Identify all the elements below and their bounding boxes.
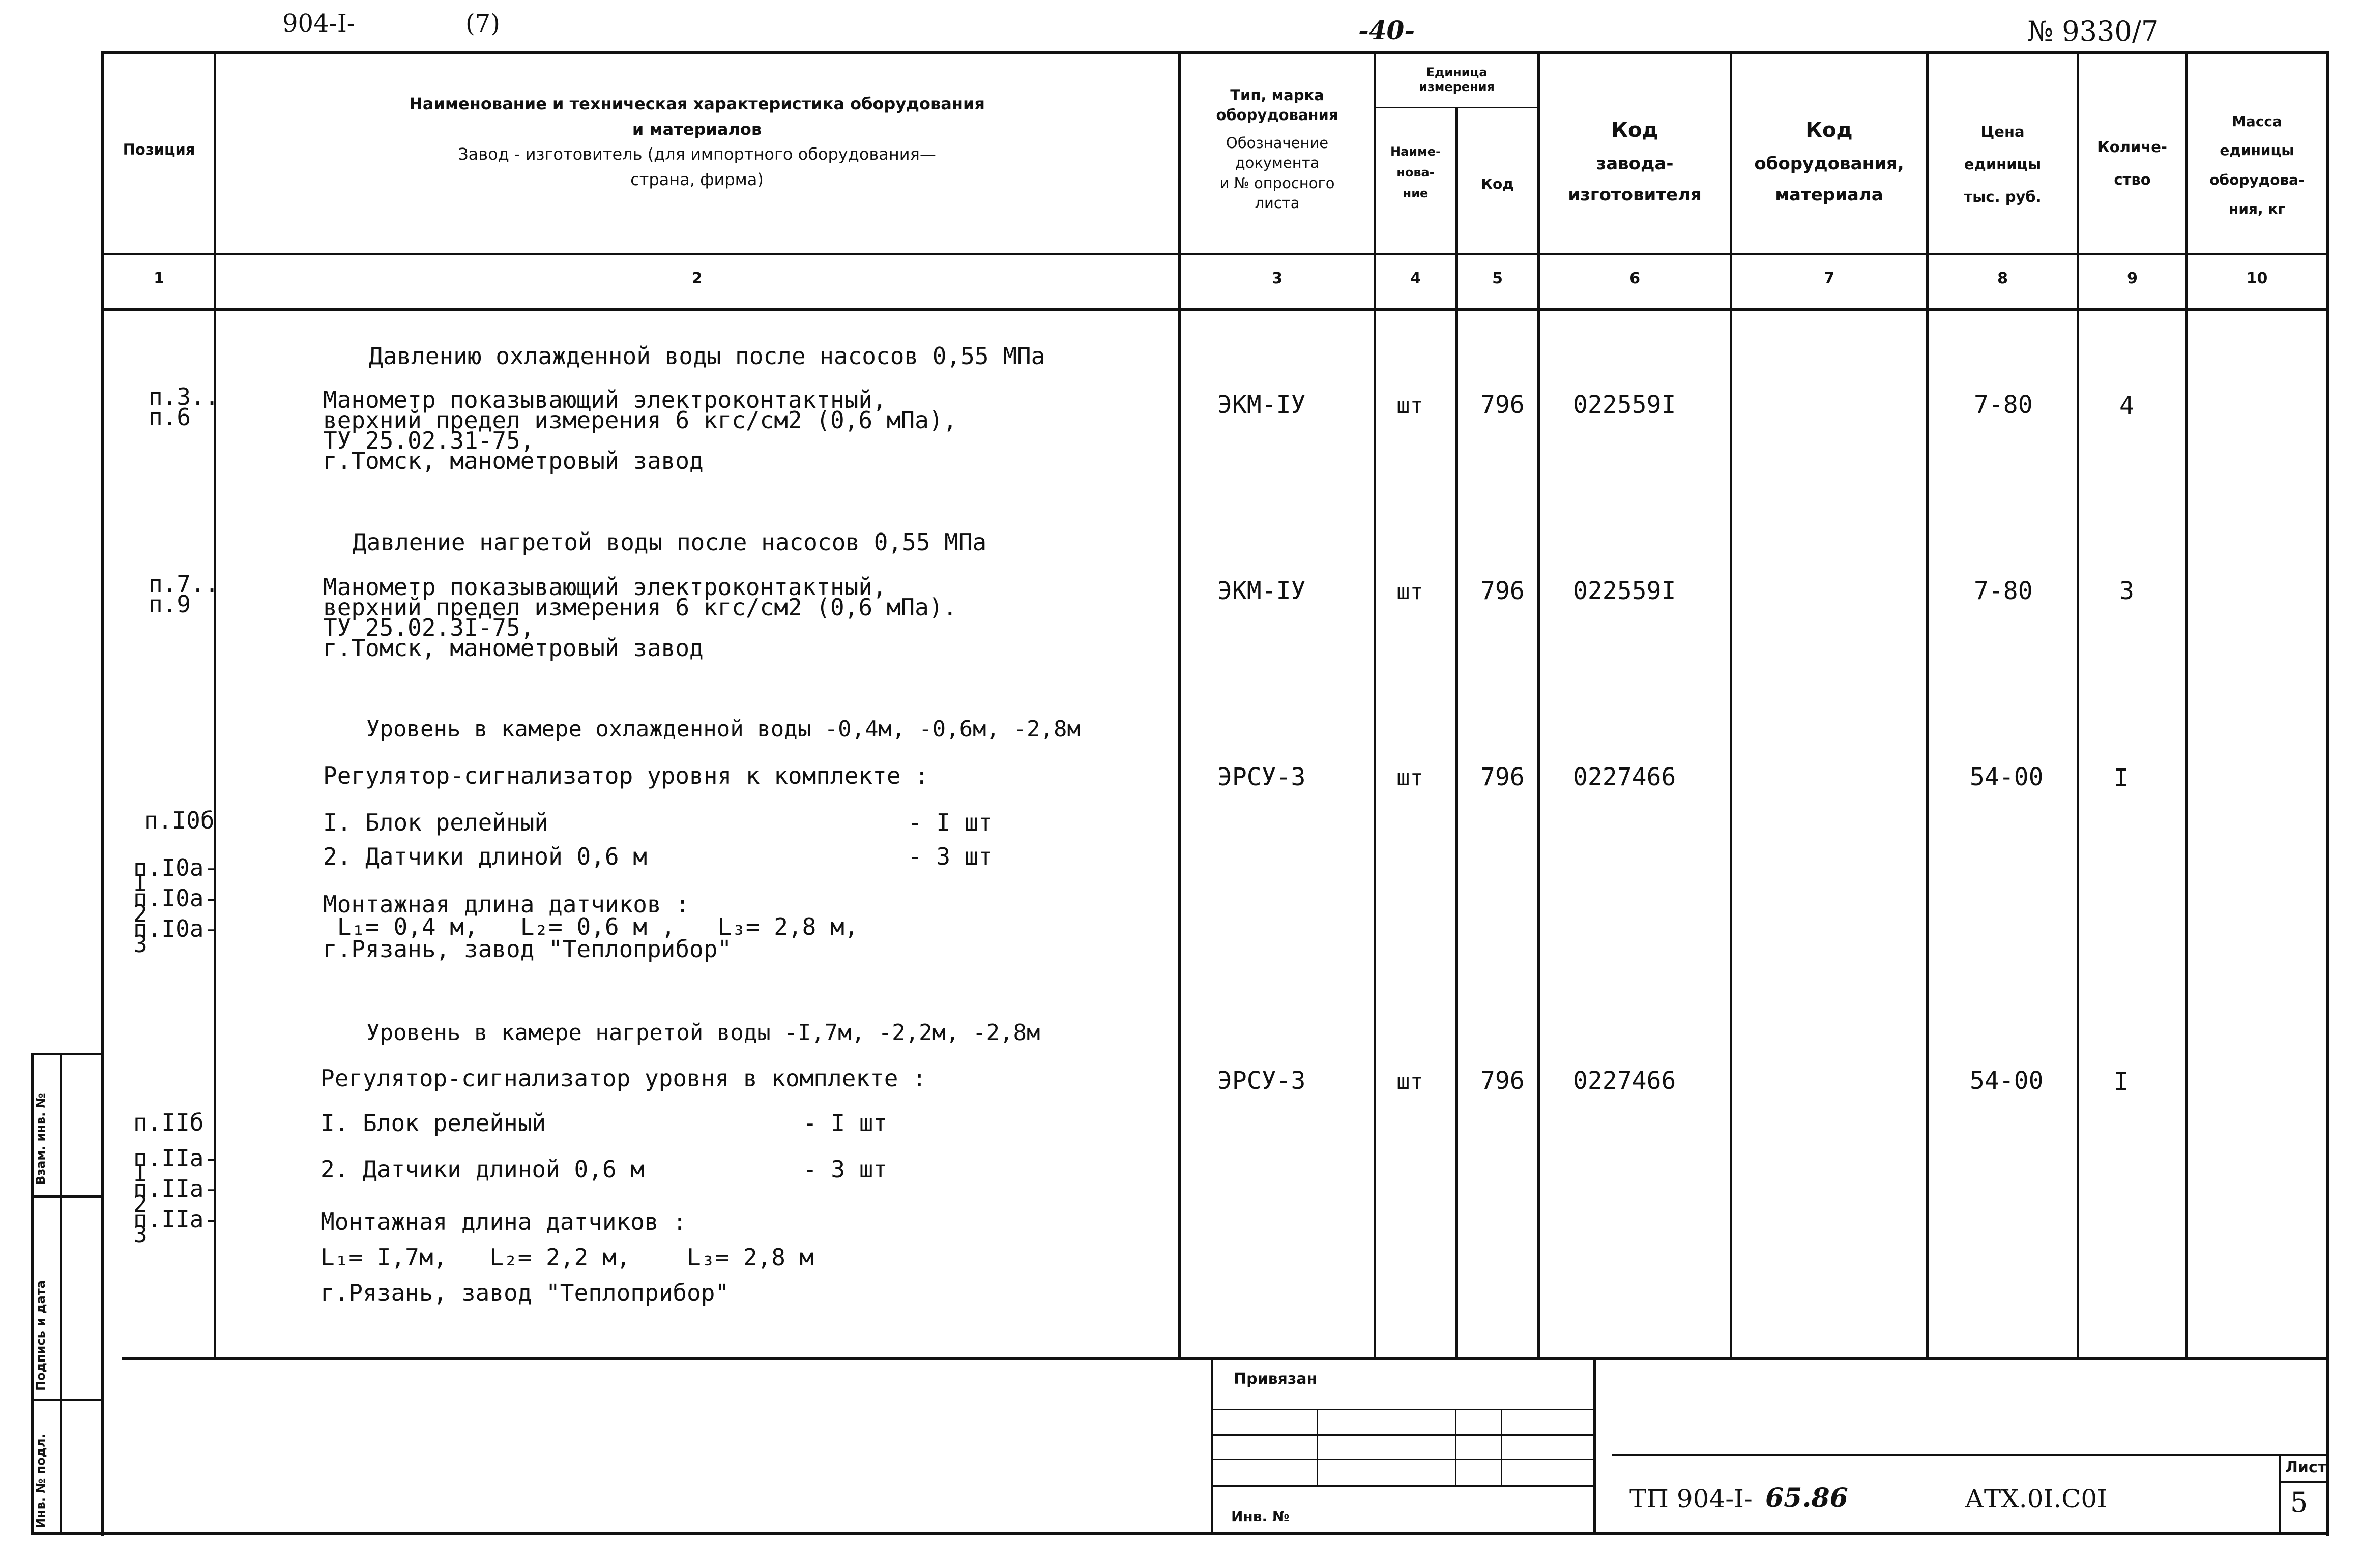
col-divider-5 xyxy=(1537,51,1540,1359)
header-unit-line1: Единица xyxy=(1426,65,1488,79)
col-number-10: 10 xyxy=(2246,270,2268,287)
header-col5: Код xyxy=(1481,175,1514,192)
header-col7-line3: материала xyxy=(1775,185,1883,205)
header-col8-line2: единицы xyxy=(1964,155,2042,173)
equipment-type: ЭКМ-IУ xyxy=(1217,391,1306,419)
col-divider-6 xyxy=(1730,51,1732,1359)
part-number: (7) xyxy=(465,9,500,38)
header-col3-line2: оборудования xyxy=(1216,106,1338,124)
header-col6 xyxy=(1540,112,1730,211)
col-number-3: 3 xyxy=(1272,270,1282,287)
section-heading: Уровень в камере охлажденной воды -0,4м, -0,6м, -2,8м xyxy=(366,716,1081,742)
unit-code: 796 xyxy=(1480,391,1525,419)
unit-price: 7-80 xyxy=(1974,391,2033,419)
col-divider-2 xyxy=(1178,51,1181,1359)
header-col10-line3: оборудова- xyxy=(2209,171,2305,188)
side-stamp-div-1 xyxy=(31,1195,104,1198)
col-number-7: 7 xyxy=(1824,270,1834,287)
header-col3-line4: документа xyxy=(1235,154,1320,172)
header-col3-line5: и № опросного xyxy=(1219,174,1335,192)
header-col3 xyxy=(1181,85,1374,213)
side-label-replacement: Взам. инв. № xyxy=(34,1093,48,1185)
position-label: п.7.. п.9 xyxy=(149,570,219,618)
frame-right xyxy=(2326,51,2329,1536)
header-col6-line1: Код xyxy=(1611,119,1658,142)
unit-code: 796 xyxy=(1480,1067,1525,1095)
factory-code: 022559I xyxy=(1573,577,1676,605)
col-number-4: 4 xyxy=(1410,270,1421,287)
header-col10-line4: ния, кг xyxy=(2229,200,2285,218)
header-col4-line2: нова- xyxy=(1396,165,1435,180)
component-2-qty: - 3 шт xyxy=(803,1156,888,1183)
position-main: п.I0б xyxy=(144,807,215,834)
quantity: I xyxy=(2114,764,2129,792)
header-col3-line6: листа xyxy=(1255,194,1300,212)
component-2: 2. Датчики длиной 0,6 м xyxy=(323,843,647,870)
unit-code: 796 xyxy=(1480,763,1525,791)
equipment-description: Регулятор-сигнализатор уровня в комплекте : xyxy=(320,1064,926,1092)
col-divider-7 xyxy=(1926,51,1929,1359)
equipment-description: Манометр показывающий электроконтактный, верхний предел измерения 6 кгс/см2 (0,6 мПа), ТУ 25.02.31-75, г.Томск, манометровый завод xyxy=(323,386,957,475)
unit-code: 796 xyxy=(1480,577,1525,605)
equipment-type: ЭРСУ-3 xyxy=(1217,763,1306,791)
doc-prefix: ТП 904-I- xyxy=(1629,1484,1753,1514)
position-sub: п.I0а- I п.I0а- 2 п.I0а- 3 xyxy=(133,854,218,958)
header-col6-line3: изготовителя xyxy=(1568,185,1702,205)
position-sub: п.IIа- I п.IIа- 2 п.IIа- 3 xyxy=(133,1144,218,1248)
stamp-row-2 xyxy=(1213,1434,1593,1436)
frame-bottom xyxy=(31,1532,2329,1535)
unit-price: 7-80 xyxy=(1974,577,2033,605)
stamp-box-right xyxy=(1593,1357,1596,1535)
header-col8 xyxy=(1929,116,2077,213)
col-number-6: 6 xyxy=(1629,270,1640,287)
header-col9-line1: Количе- xyxy=(2097,138,2167,156)
sheet-label: Лист xyxy=(2285,1459,2327,1476)
header-col2-line4: страна, фирма) xyxy=(630,169,764,189)
stamp-col-1 xyxy=(1317,1409,1318,1485)
header-col6-line2: завода- xyxy=(1596,154,1674,174)
frame-left xyxy=(101,51,104,1536)
component-2: 2. Датчики длиной 0,6 м xyxy=(320,1156,645,1183)
unit-name: шт xyxy=(1396,393,1423,419)
page-number: -40- xyxy=(1358,15,1415,45)
header-col1: Позиция xyxy=(123,141,195,158)
factory-code: 0227466 xyxy=(1573,1067,1676,1095)
component-1-qty: - I шт xyxy=(803,1109,888,1137)
unit-name: шт xyxy=(1396,765,1423,791)
series-number: 904-I- xyxy=(282,9,356,38)
component-1: I. Блок релейный xyxy=(323,809,549,836)
header-col10-line1: Масса xyxy=(2232,113,2282,130)
factory-code: 022559I xyxy=(1573,391,1676,419)
stamp-col-3 xyxy=(1501,1409,1502,1485)
header-col2-line3: Завод - изготовитель (для импортного оборудования— xyxy=(458,144,936,164)
doc-code-line xyxy=(1612,1454,2329,1456)
equipment-description: Манометр показывающий электроконтактный, верхний предел измерения 6 кгс/см2 (0,6 мПа). ТУ 25.02.3I-75, г.Томск, манометровый завод xyxy=(323,573,957,662)
section-heading: Давлению охлажденной воды после насосов 0,55 МПа xyxy=(369,342,1045,370)
header-col2-line1: Наименование и техническая характеристика оборудования xyxy=(409,94,985,113)
quantity: 4 xyxy=(2119,392,2134,420)
col-divider-8 xyxy=(2077,51,2079,1359)
unit-price: 54-00 xyxy=(1970,763,2044,791)
component-2-qty: - 3 шт xyxy=(908,843,993,870)
col-divider-4 xyxy=(1455,107,1458,1359)
header-col3-line1: Тип, марка xyxy=(1230,86,1324,104)
header-col8-line1: Цена xyxy=(1980,123,2025,140)
header-col8-line3: тыс. руб. xyxy=(1964,188,2042,205)
header-col2-line2: и материалов xyxy=(632,119,762,139)
col-number-8: 8 xyxy=(1997,270,2008,287)
section-heading: Уровень в камере нагретой воды -I,7м, -2,2м, -2,8м xyxy=(366,1020,1040,1046)
header-col9 xyxy=(2079,131,2185,196)
header-col7-line1: Код xyxy=(1805,119,1853,142)
sheet-number: 5 xyxy=(2290,1486,2308,1518)
header-col10-line2: единицы xyxy=(2220,142,2294,159)
quantity: 3 xyxy=(2119,577,2134,605)
equipment-type: ЭКМ-IУ xyxy=(1217,577,1306,605)
header-col2 xyxy=(216,92,1178,192)
equipment-type: ЭРСУ-3 xyxy=(1217,1067,1306,1095)
header-unit-group xyxy=(1376,65,1537,95)
attached-label: Привязан xyxy=(1234,1370,1318,1388)
stamp-row-3 xyxy=(1213,1459,1593,1460)
header-col10 xyxy=(2188,107,2326,224)
sheet-box-left xyxy=(2279,1454,2281,1535)
factory-code: 0227466 xyxy=(1573,763,1676,791)
col-number-2: 2 xyxy=(691,270,703,287)
side-stamp-top xyxy=(31,1053,104,1055)
position-main: п.IIб xyxy=(133,1109,204,1136)
col-number-5: 5 xyxy=(1492,270,1503,287)
body-bottom xyxy=(122,1357,2329,1360)
header-col7 xyxy=(1732,112,1926,211)
header-col4 xyxy=(1376,141,1455,203)
col-number-1: 1 xyxy=(154,270,164,287)
inventory-number: № 9330/7 xyxy=(2027,15,2159,47)
frame-top xyxy=(102,51,2329,54)
header-separator xyxy=(102,253,2329,255)
doc-code: АТХ.0I.С0I xyxy=(1965,1484,2107,1514)
mounting-length: Монтажная длина датчиков : L₁= I,7м, L₂= 2,2 м, L₃= 2,8 м г.Рязань, завод "Теплоприбор" xyxy=(320,1208,814,1307)
side-label-signature: Подпись и дата xyxy=(34,1280,48,1391)
col-divider-3 xyxy=(1374,51,1376,1359)
inventory-label: Инв. № xyxy=(1231,1508,1290,1525)
equipment-description: Регулятор-сигнализатор уровня к комплекте : xyxy=(323,762,929,789)
header-col4-line1: Наиме- xyxy=(1390,144,1441,159)
side-stamp-inner xyxy=(60,1053,62,1535)
stamp-row-1 xyxy=(1213,1409,1593,1410)
stamp-box-left xyxy=(1211,1357,1213,1535)
stamp-col-2 xyxy=(1455,1409,1456,1485)
component-1: I. Блок релейный xyxy=(320,1109,546,1137)
header-bottom xyxy=(102,308,2329,311)
header-col4-line3: ние xyxy=(1403,186,1429,200)
position-label: п.3.. п.6 xyxy=(149,383,219,431)
side-stamp-div-2 xyxy=(31,1399,104,1401)
header-col3-line3: Обозначение xyxy=(1226,134,1329,152)
unit-name: шт xyxy=(1396,579,1423,605)
unit-price: 54-00 xyxy=(1970,1067,2044,1095)
mounting-length: Монтажная длина датчиков : L₁= 0,4 м, L₂= 0,6 м , L₃= 2,8 м, г.Рязань, завод "Теплоприбор" xyxy=(323,891,859,963)
stamp-row-4 xyxy=(1213,1485,1593,1487)
side-label-original: Инв. № подл. xyxy=(34,1434,48,1528)
component-1-qty: - I шт xyxy=(908,809,993,836)
col-number-9: 9 xyxy=(2127,270,2138,287)
sheet-box-mid xyxy=(2279,1481,2329,1483)
header-col9-line2: ство xyxy=(2114,170,2151,188)
unit-name: шт xyxy=(1396,1069,1423,1094)
header-col7-line2: оборудования, xyxy=(1754,154,1904,174)
quantity: I xyxy=(2114,1068,2129,1096)
col-divider-9 xyxy=(2185,51,2188,1359)
header-unit-line2: измерения xyxy=(1419,79,1495,94)
section-heading: Давление нагретой воды после насосов 0,55 МПа xyxy=(353,528,987,556)
doc-number-handwritten: 65.86 xyxy=(1765,1483,1848,1514)
